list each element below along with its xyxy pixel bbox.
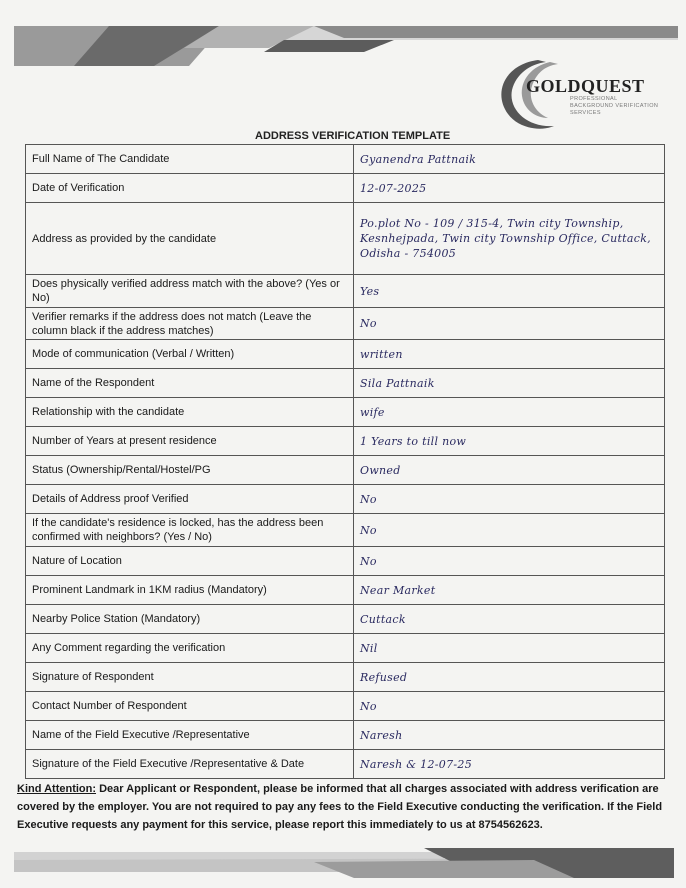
address-proof-value: No [354, 485, 665, 514]
field-label: Name of the Field Executive /Representative [26, 721, 354, 750]
field-label: Prominent Landmark in 1KM radius (Mandatory) [26, 576, 354, 605]
table-row [26, 750, 665, 779]
table-row [26, 203, 665, 275]
table-row [26, 692, 665, 721]
table-row [26, 308, 665, 340]
field-label: Relationship with the candidate [26, 398, 354, 427]
table-row [26, 634, 665, 663]
candidate-name-value: Gyanendra Pattnaik [354, 145, 665, 174]
verifier-remarks-value: No [354, 308, 665, 340]
field-label: Address as provided by the candidate [26, 203, 354, 275]
notice-label: Kind Attention: [17, 783, 97, 795]
landmark-value: Near Market [354, 576, 665, 605]
field-label: Details of Address proof Verified [26, 485, 354, 514]
table-row [26, 605, 665, 634]
location-nature-value: No [354, 547, 665, 576]
field-label: Name of the Respondent [26, 369, 354, 398]
verification-form-table [25, 144, 665, 779]
table-row [26, 369, 665, 398]
field-label: Nearby Police Station (Mandatory) [26, 605, 354, 634]
field-label: Contact Number of Respondent [26, 692, 354, 721]
field-label: Mode of communication (Verbal / Written) [26, 340, 354, 369]
kind-attention-notice [17, 780, 672, 834]
field-label: Signature of the Field Executive /Representative & Date [26, 750, 354, 779]
field-label: Nature of Location [26, 547, 354, 576]
address-match-value: Yes [354, 275, 665, 308]
field-label: Does physically verified address match with the above? (Yes or No) [26, 275, 354, 308]
page-title: ADDRESS VERIFICATION TEMPLATE [255, 130, 451, 142]
respondent-signature-value: Refused [354, 663, 665, 692]
communication-mode-value: written [354, 340, 665, 369]
table-row [26, 485, 665, 514]
field-executive-name-value: Naresh [354, 721, 665, 750]
neighbor-confirmation-value: No [354, 514, 665, 547]
table-row [26, 547, 665, 576]
field-label: If the candidate's residence is locked, has the address been confirmed with neighbors? (Yes / No) [26, 514, 354, 547]
respondent-name-value: Sila Pattnaik [354, 369, 665, 398]
field-label: Any Comment regarding the verification [26, 634, 354, 663]
table-row [26, 275, 665, 308]
brand-tagline: PROFESSIONAL BACKGROUND VERIFICATION SERVICES [570, 96, 659, 116]
verification-date-value: 12-07-2025 [354, 174, 665, 203]
residence-status-value: Owned [354, 456, 665, 485]
table-row [26, 145, 665, 174]
table-row [26, 663, 665, 692]
footer-banner [14, 848, 674, 878]
table-row [26, 340, 665, 369]
table-row [26, 576, 665, 605]
comment-value: Nil [354, 634, 665, 663]
address-value: Po.plot No - 109 / 315-4, Twin city Township, Kesnhejpada, Twin city Township Office, Cuttack, Odisha - 754005 [354, 203, 665, 275]
field-executive-signature-value: Naresh & 12-07-25 [354, 750, 665, 779]
field-label: Verifier remarks if the address does not match (Leave the column black if the address matches) [26, 308, 354, 340]
field-label: Status (Ownership/Rental/Hostel/PG [26, 456, 354, 485]
table-row [26, 174, 665, 203]
field-label: Full Name of The Candidate [26, 145, 354, 174]
years-at-residence-value: 1 Years to till now [354, 427, 665, 456]
police-station-value: Cuttack [354, 605, 665, 634]
relationship-value: wife [354, 398, 665, 427]
table-row [26, 456, 665, 485]
field-label: Date of Verification [26, 174, 354, 203]
field-label: Signature of Respondent [26, 663, 354, 692]
table-row [26, 427, 665, 456]
notice-text: Dear Applicant or Respondent, please be informed that all charges associated with address verification are covered by the employer. You are not required to pay any fees to the Field Executive conducting the verification. If the Field Executive requests any payment for this service, please report this immediately to us at 8754562623. [17, 783, 663, 831]
respondent-contact-value: No [354, 692, 665, 721]
field-label: Number of Years at present residence [26, 427, 354, 456]
table-row [26, 398, 665, 427]
table-row [26, 721, 665, 750]
brand-name: GOLDQUEST [526, 76, 645, 96]
table-row [26, 514, 665, 547]
